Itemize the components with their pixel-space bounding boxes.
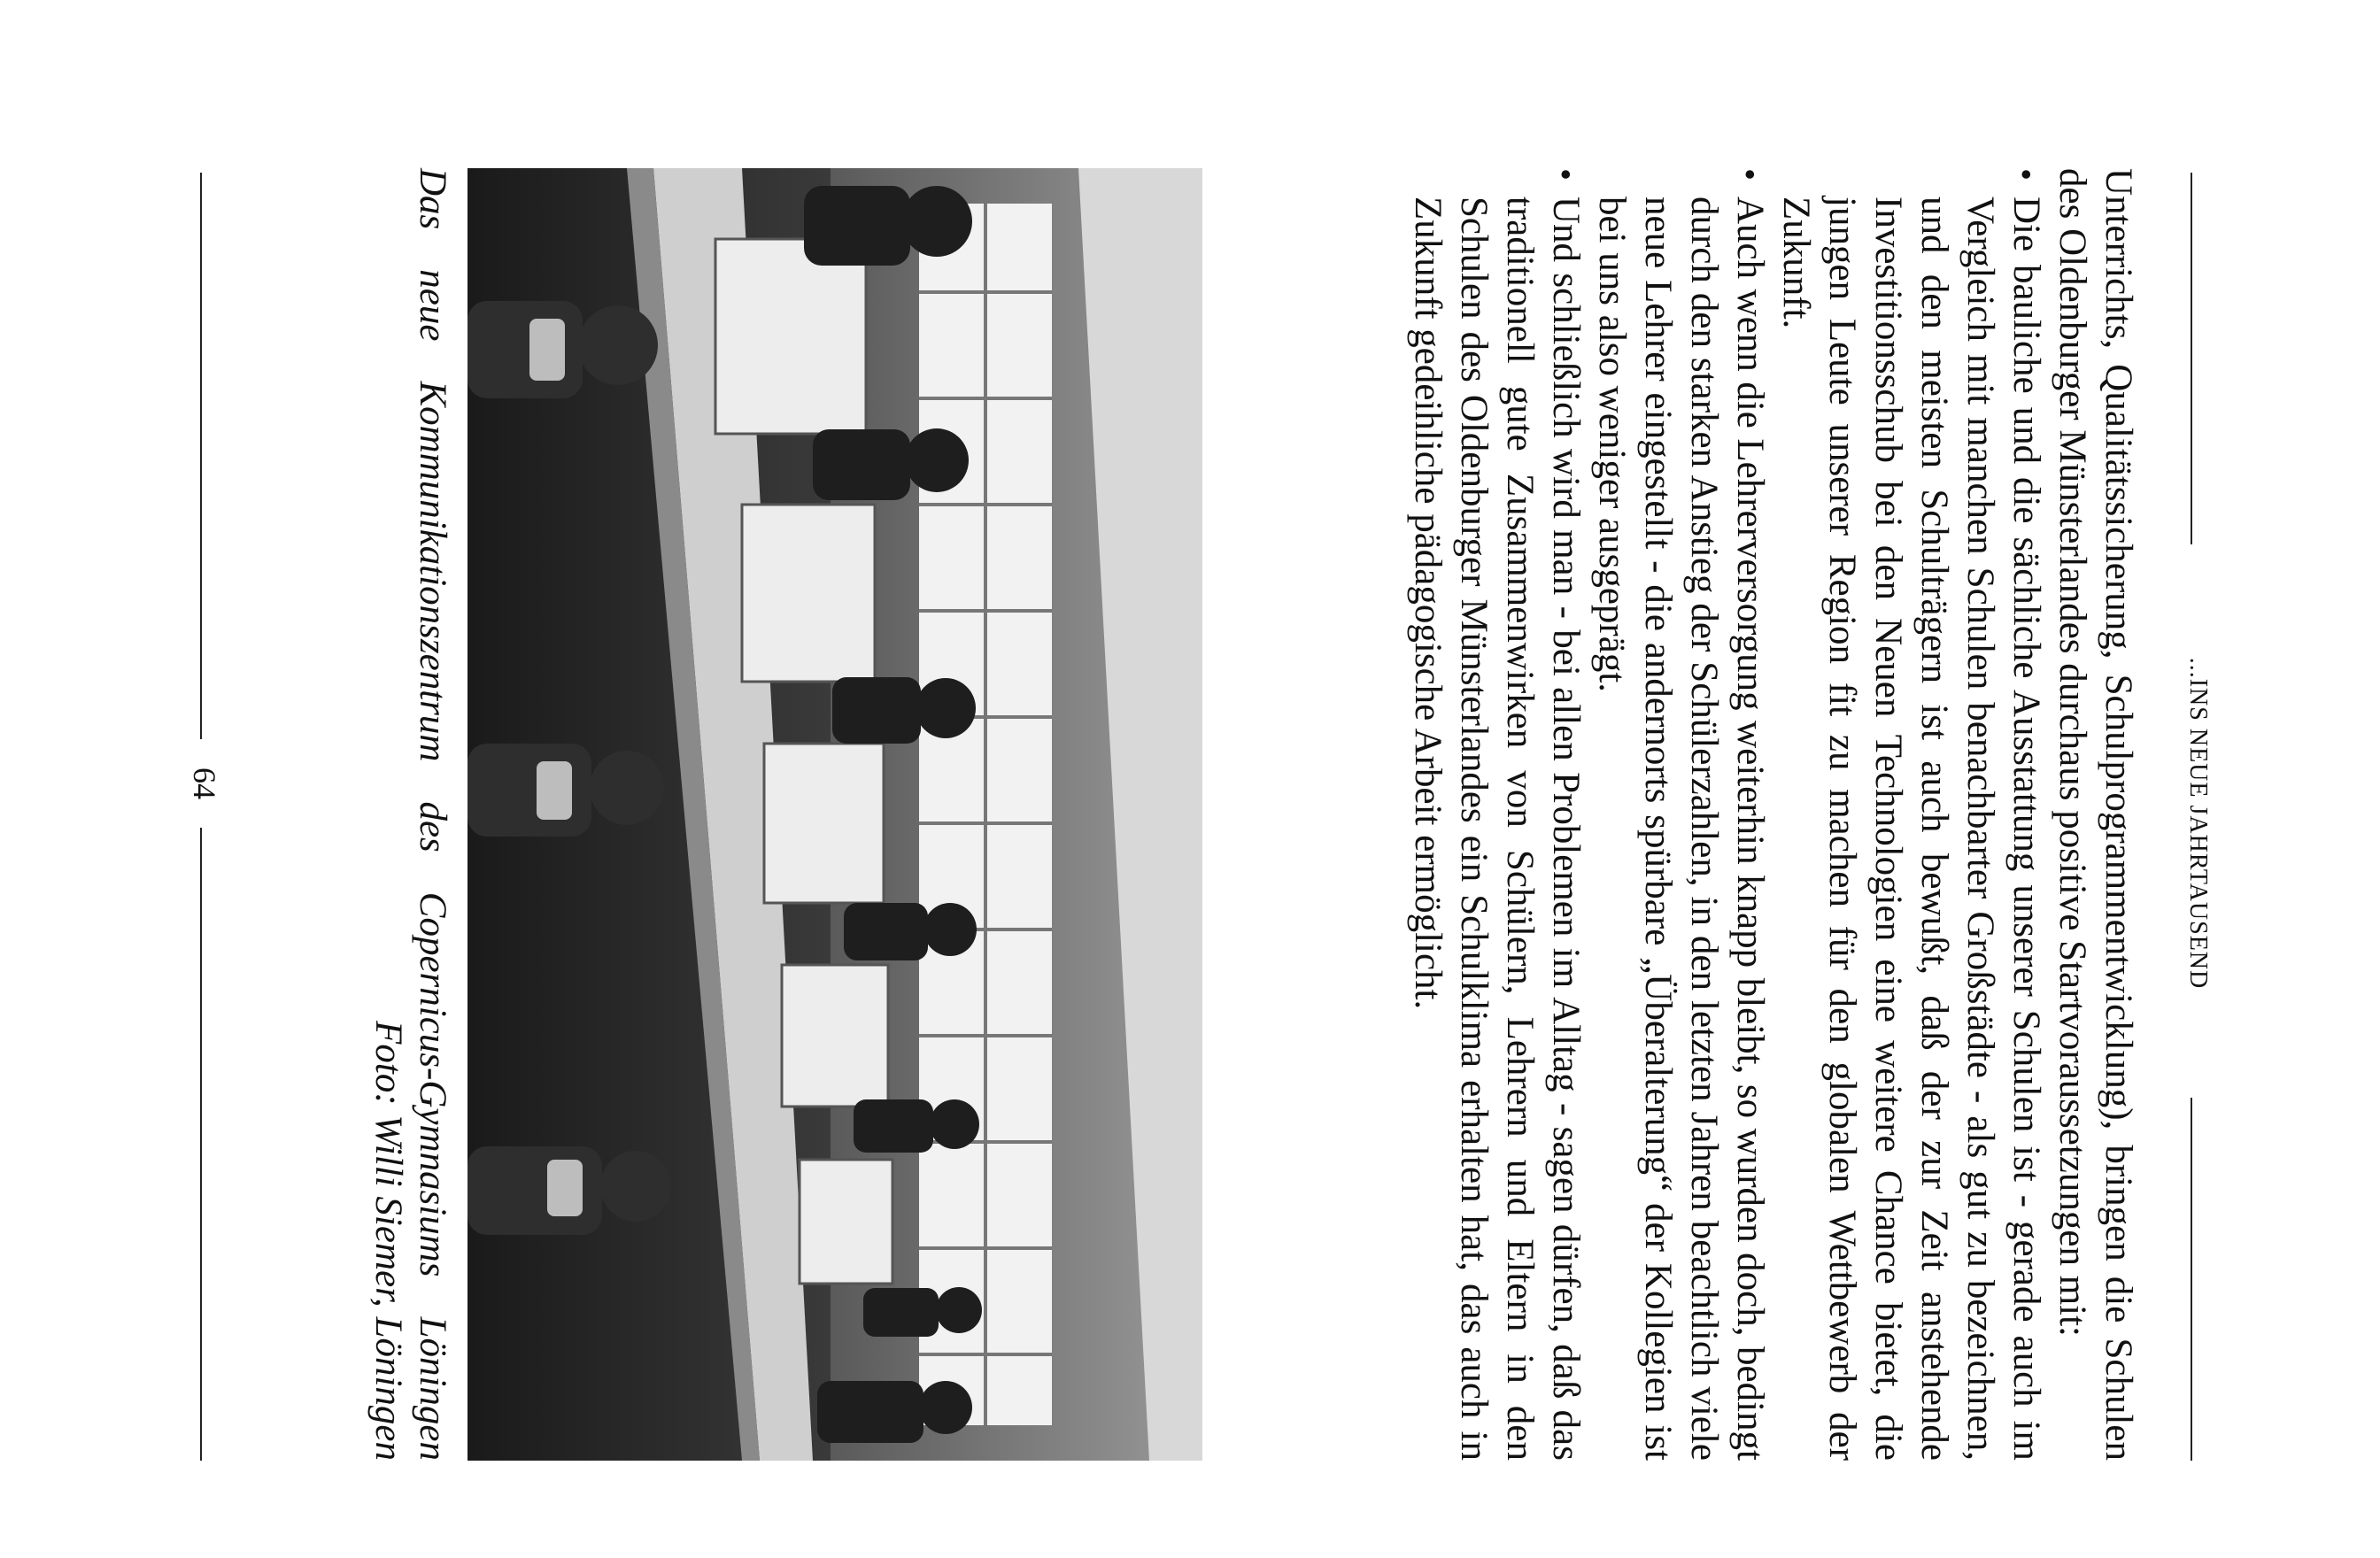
bullet-item-teachers: • Auch wenn die Lehrerversorgung weiterhin knapp bleibt, so wurden doch, bedingt durch den starken Anstieg der Schülerzahlen, in den letzten Jahren beachtlich viele neue Lehrer eingestellt - die andernorts spürbare „Überalterung“ der Kollegien ist bei uns also weniger ausgeprägt.	[1588, 168, 1773, 1461]
classroom-photo-illustration	[468, 168, 1202, 1461]
page-number: 64	[187, 767, 222, 799]
caption-title: Das neue Kommunikationszentrum des Copernicus-Gymnasiums Löningen	[412, 168, 453, 1461]
bullet-item-building: • Die bauliche und die sächliche Ausstattung unserer Schulen ist - gerade auch im Vergleich mit manchen Schulen benachbarter Großstädte - als gut zu bezeichnen, und den meisten Schulträgern ist auch bewußt, daß der zur Zeit anstehende Investitionsschub bei den Neuen Technologien eine weitere Chance bietet, die jungen Leute unserer Region fit zu machen für den globalen Wettbewerb der Zukunft.	[1773, 168, 2049, 1461]
footer-rule-left	[200, 173, 202, 739]
running-header: ...INS NEUE JAHRTAUSEND	[2184, 657, 2212, 990]
classroom-photo	[468, 168, 1202, 1461]
intro-paragraph: Unterrichts, Qualitätssicherung, Schulprogrammentwicklung), bringen die Schulen des Oldenburger Münsterlandes durchaus positive Startvoraussetzungen mit:	[2052, 168, 2139, 1461]
bullet-item-climate: • Und schließlich wird man - bei allen Problemen im Alltag - sagen dürfen, daß das traditionell gute Zusammenwirken von Schülern, Lehrern und Eltern in den Schulen des Oldenburger Münsterlandes ein Schulklima erhalten hat, das auch in Zukunft gedeihliche pädagogische Arbeit ermöglicht.	[1404, 168, 1588, 1461]
footer-rule-right	[200, 828, 202, 1461]
article-body	[1404, 168, 2141, 1461]
caption-credit: Foto: Willi Siemer, Löningen	[367, 1021, 409, 1461]
photo-caption	[366, 168, 454, 1461]
bullet-list	[1404, 168, 2049, 1461]
header-rule-left	[2191, 173, 2192, 544]
header-rule-right	[2191, 1098, 2192, 1461]
